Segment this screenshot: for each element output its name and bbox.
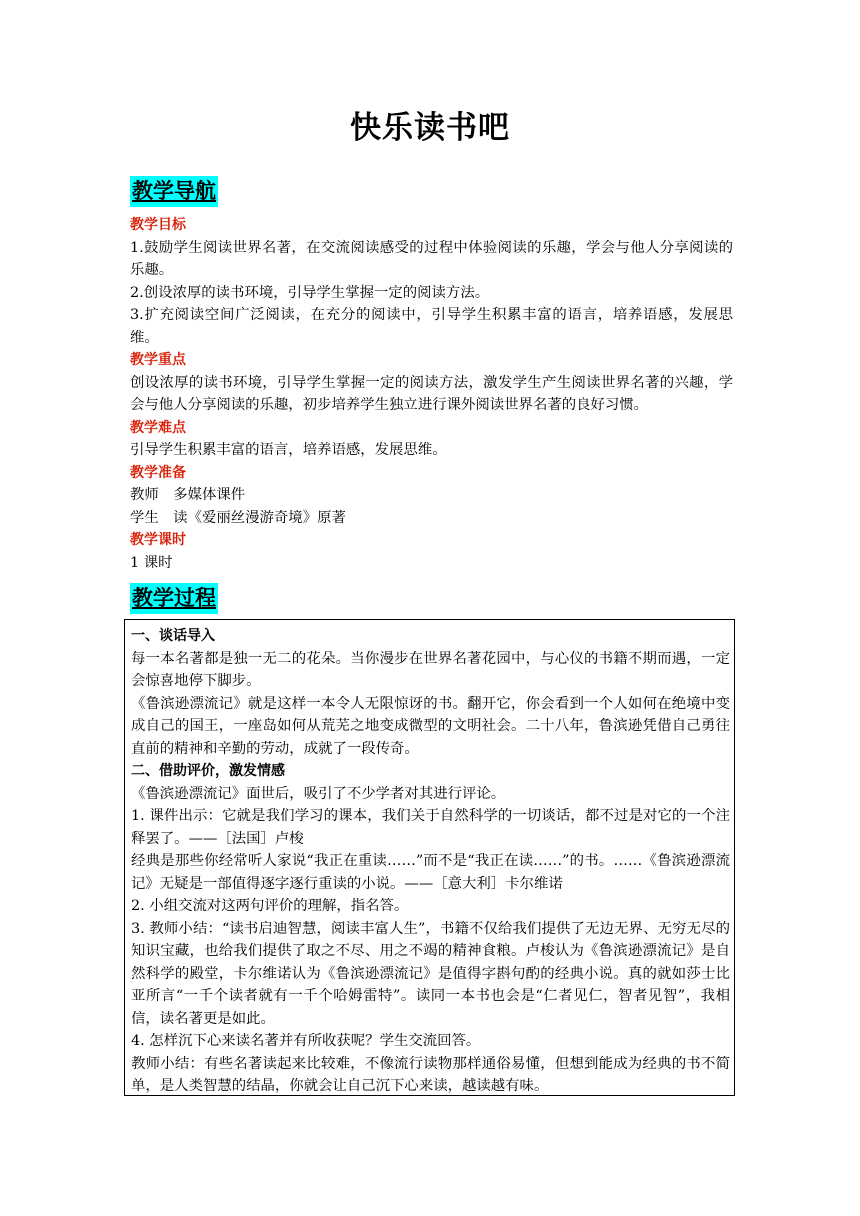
- nav-section-heading: 教学导航: [130, 176, 218, 207]
- objective-item: 2.创设浓厚的读书环境，引导学生掌握一定的阅读方法。: [130, 284, 490, 301]
- difficulty-text: 引导学生积累丰富的语言，培养语感，发展思维。: [130, 442, 447, 458]
- teaching-process-content: [131, 625, 730, 1098]
- process-part-title: 一、谈话导入: [131, 628, 215, 644]
- process-section-heading: 教学过程: [130, 583, 218, 614]
- class-hours-label: 教学课时: [130, 532, 186, 548]
- process-paragraph: 《鲁滨逊漂流记》面世后，吸引了不少学者对其进行评论。: [131, 785, 506, 802]
- difficulty-label: 教学难点: [130, 419, 186, 436]
- objectives-label: 教学目标: [130, 217, 186, 233]
- process-paragraph: 3. 教师小结：“读书启迪智慧，阅读丰富人生”，书籍不仅给我们提供了无边无界、无穷无尽的知识宝藏，也给我们提供了取之不尽、用之不竭的精神食粮。卢梭认为《鲁滨逊漂流记》是自然科学的殿堂，卡尔维诺认为《鲁滨逊漂流记》是值得字斟句酌的经典小说。真的就如莎士比亚所言“一千个读者就有一千个哈姆雷特”。读同一本书也会是“仁者见仁，智者见智”，我相信，读名著更是如此。: [131, 920, 730, 1027]
- teaching-navigation: [130, 214, 733, 574]
- process-paragraph: 经典是那些你经常听人家说“我正在重读……”而不是“我正在读……”的书。……《鲁滨逊漂流记》无疑是一部值得逐字逐行重读的小说。——［意大利］卡尔维诺: [131, 853, 730, 892]
- preparation-student: 学生 读《爱丽丝漫游奇境》原著: [130, 509, 346, 526]
- key-points-label: 教学重点: [130, 352, 186, 368]
- process-paragraph: 2. 小组交流对这两句评价的理解，指名答。: [131, 898, 409, 914]
- process-paragraph: 4. 怎样沉下心来读名著并有所收获呢？学生交流回答。: [131, 1033, 481, 1049]
- teaching-process-table: [124, 619, 735, 1096]
- key-points-text: 创设浓厚的读书环境，引导学生掌握一定的阅读方法，激发学生产生阅读世界名著的兴趣，学会与他人分享阅读的乐趣，初步培养学生独立进行课外阅读世界名著的良好习惯。: [130, 374, 733, 413]
- class-hours-text: 1 课时: [130, 554, 173, 571]
- objective-item: 3.扩充阅读空间广泛阅读，在充分的阅读中，引导学生积累丰富的语言，培养语感，发展思维。: [130, 307, 733, 346]
- page-title: 快乐读书吧: [350, 110, 510, 146]
- objective-item: 1.鼓励学生阅读世界名著，在交流阅读感受的过程中体验阅读的乐趣，学会与他人分享阅读的乐趣。: [130, 239, 733, 278]
- process-paragraph: 《鲁滨逊漂流记》就是这样一本令人无限惊讶的书。翻开它，你会看到一个人如何在绝境中变成自己的国王，一座岛如何从荒芜之地变成微型的文明社会。二十八年，鲁滨逊凭借自己勇往直前的精神和辛勤的劳动，成就了一段传奇。: [131, 695, 730, 757]
- process-part-title: 二、借助评价，激发情感: [131, 763, 285, 779]
- process-paragraph: 1. 课件出示：它就是我们学习的课本，我们关于自然科学的一切谈话，都不过是对它的一个注释罢了。——［法国］卢梭: [131, 808, 730, 847]
- preparation-teacher: 教师 多媒体课件: [130, 487, 246, 503]
- process-paragraph: 教师小结：有些名著读起来比较难，不像流行读物那样通俗易懂，但想到能成为经典的书不简单，是人类智慧的结晶，你就会让自己沉下心来读，越读越有味。: [131, 1055, 730, 1094]
- preparation-label: 教学准备: [130, 464, 186, 481]
- process-paragraph: 每一本名著都是独一无二的花朵。当你漫步在世界名著花园中，与心仪的书籍不期而遇，一定会惊喜地停下脚步。: [131, 650, 730, 689]
